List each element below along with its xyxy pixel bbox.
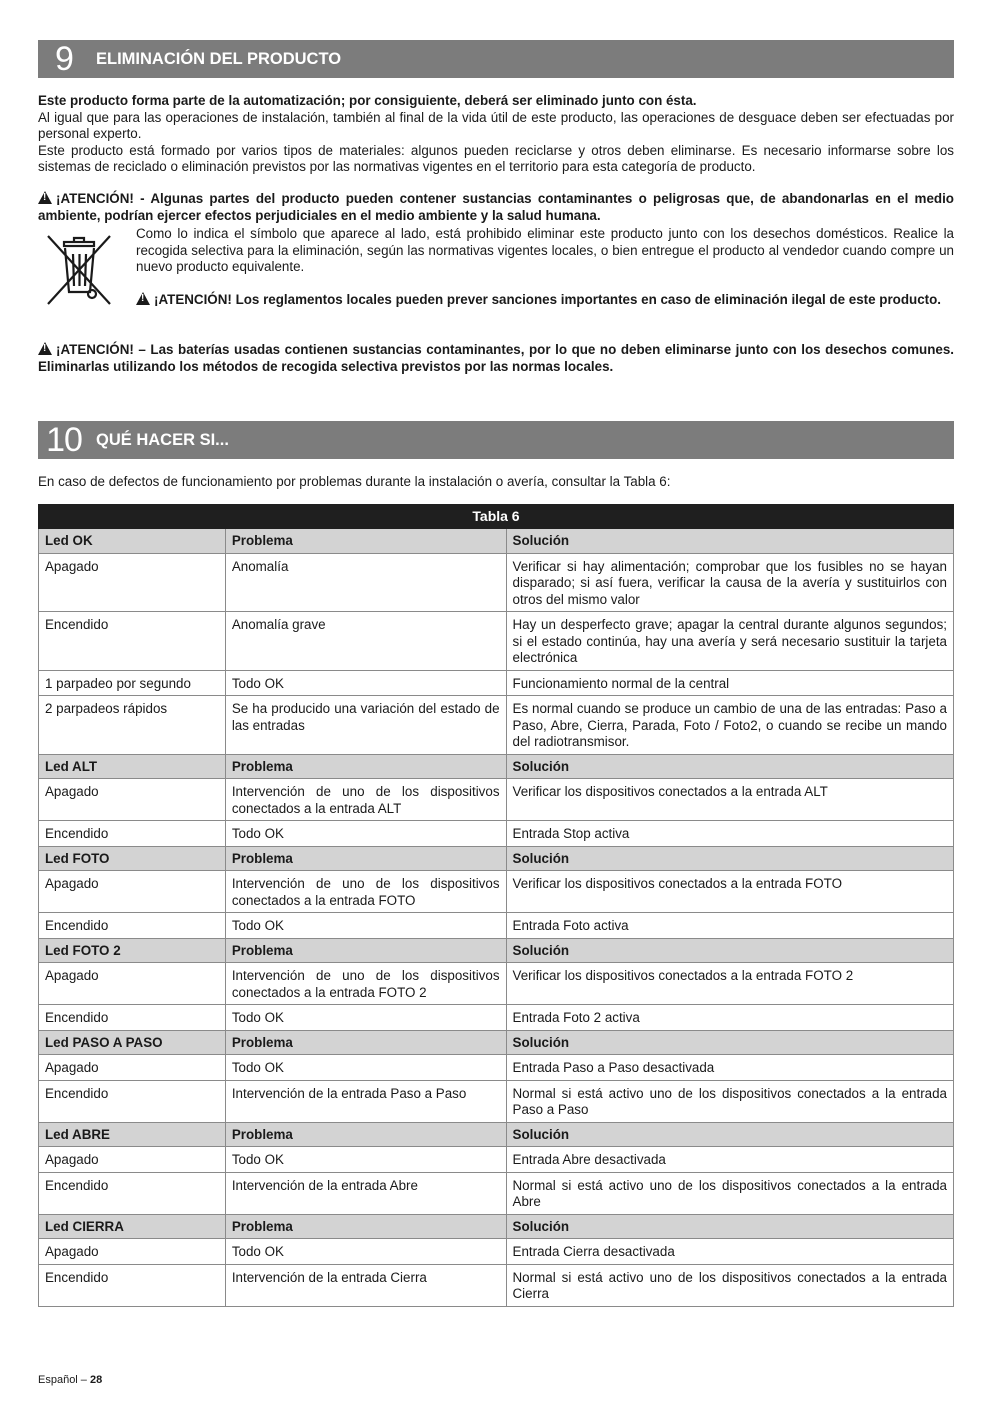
led-state: Apagado — [39, 871, 226, 913]
problem-cell: Todo OK — [225, 1055, 506, 1081]
led-name: Led ABRE — [39, 1122, 226, 1147]
led-name: Led CIERRA — [39, 1214, 226, 1239]
table-row — [39, 821, 954, 847]
problem-cell: Todo OK — [225, 913, 506, 939]
table-row — [39, 1264, 954, 1306]
led-name: Led FOTO — [39, 846, 226, 871]
table-row — [39, 871, 954, 913]
intro-bold: Este producto forma parte de la automatización; por consiguiente, deberá ser eliminado junto con ésta. — [38, 93, 697, 108]
solution-header: Solución — [506, 938, 953, 963]
page-number: 28 — [89, 1374, 103, 1386]
problem-header: Problema — [225, 529, 506, 554]
warning-text: ¡ATENCIÓN! - Algunas partes del producto pueden contener sustancias contaminantes o peligrosas que, de abandonarlas en el medio ambiente, podrían ejercer efectos perjudiciales en el medio ambiente y la salud humana. — [38, 191, 954, 223]
table-group-header — [39, 846, 954, 871]
bin-instructions: Como lo indica el símbolo que aparece al lado, está prohibido eliminar este producto junto con los desechos domésticos. Realice la recogida selectiva para la eliminación, según las normativas vigentes locales, o bien entregue el producto al vendedor cuando compre un nuevo producto equivalente. — [136, 226, 954, 274]
solution-cell: Verificar si hay alimentación; comprobar que los fusibles no se hayan disparado; si así fuera, verificar la causa de la avería y sustituirlos con otros del mismo valor — [506, 553, 953, 612]
led-state: Apagado — [39, 553, 226, 612]
section-10-header — [38, 421, 954, 459]
solution-cell: Verificar los dispositivos conectados a la entrada ALT — [506, 779, 953, 821]
problem-header: Problema — [225, 846, 506, 871]
table-group-header — [39, 1122, 954, 1147]
solution-cell: Entrada Foto activa — [506, 913, 953, 939]
led-state: Encendido — [39, 1005, 226, 1031]
table-row — [39, 612, 954, 671]
warning-batteries — [38, 342, 954, 375]
led-state: 1 parpadeo por segundo — [39, 670, 226, 696]
problem-cell: Intervención de la entrada Abre — [225, 1172, 506, 1214]
solution-cell: Verificar los dispositivos conectados a la entrada FOTO — [506, 871, 953, 913]
table-group-header — [39, 1030, 954, 1055]
troubleshooting-table — [38, 504, 954, 1307]
problem-header: Problema — [225, 1030, 506, 1055]
led-state: Apagado — [39, 1055, 226, 1081]
problem-header: Problema — [225, 938, 506, 963]
table-group-header — [39, 938, 954, 963]
section-number: 10 — [46, 421, 82, 459]
solution-cell: Verificar los dispositivos conectados a la entrada FOTO 2 — [506, 963, 953, 1005]
led-state: Apagado — [39, 963, 226, 1005]
problem-cell: Todo OK — [225, 1005, 506, 1031]
table-row — [39, 779, 954, 821]
solution-header: Solución — [506, 529, 953, 554]
solution-cell: Normal si está activo uno de los dispositivos conectados a la entrada Cierra — [506, 1264, 953, 1306]
led-state: Apagado — [39, 1147, 226, 1173]
problem-header: Problema — [225, 1214, 506, 1239]
table-row — [39, 1005, 954, 1031]
solution-cell: Hay un desperfecto grave; apagar la central durante algunos segundos; si el estado continúa, hay una avería y será necesario sustituir la tarjeta electrónica — [506, 612, 953, 671]
table-row — [39, 553, 954, 612]
solution-header: Solución — [506, 754, 953, 779]
paragraph: Este producto está formado por varios tipos de materiales: algunos pueden reciclarse y otros deben eliminarse. Es necesario informarse sobre los sistemas de reciclado o eliminación previstos por las normativas vigentes en el territorio para esta categoría de producto. — [38, 142, 954, 174]
solution-cell: Funcionamiento normal de la central — [506, 670, 953, 696]
section-9-header — [38, 40, 954, 78]
led-state: Encendido — [39, 821, 226, 847]
led-state: Apagado — [39, 1239, 226, 1265]
problem-header: Problema — [225, 754, 506, 779]
problem-cell: Todo OK — [225, 1239, 506, 1265]
warning-text: ¡ATENCIÓN! Los reglamentos locales pueden prever sanciones importantes en caso de eliminación ilegal de este producto. — [154, 292, 942, 307]
section-10-intro: En caso de defectos de funcionamiento por problemas durante la instalación o avería, consultar la Tabla 6: — [38, 474, 671, 489]
solution-cell: Entrada Foto 2 activa — [506, 1005, 953, 1031]
warning-contaminants — [38, 191, 954, 224]
problem-cell: Se ha producido una variación del estado de las entradas — [225, 696, 506, 755]
warning-sanctions — [136, 292, 954, 309]
table-row — [39, 1172, 954, 1214]
solution-cell: Entrada Cierra desactivada — [506, 1239, 953, 1265]
problem-cell: Todo OK — [225, 821, 506, 847]
section-title: ELIMINACIÓN DEL PRODUCTO — [96, 49, 342, 68]
led-state: Encendido — [39, 612, 226, 671]
solution-header: Solución — [506, 846, 953, 871]
solution-cell: Entrada Abre desactivada — [506, 1147, 953, 1173]
solution-cell: Es normal cuando se produce un cambio de una de las entradas: Paso a Paso, Abre, Cierra, Parada, Foto / Foto2, o cuando se recibe un mando del radiotransmisor. — [506, 696, 953, 755]
problem-cell: Intervención de uno de los dispositivos conectados a la entrada FOTO 2 — [225, 963, 506, 1005]
problem-cell: Intervención de la entrada Paso a Paso — [225, 1080, 506, 1122]
led-state: Encendido — [39, 913, 226, 939]
led-state: Encendido — [39, 1264, 226, 1306]
warning-text: ¡ATENCIÓN! – Las baterías usadas contienen sustancias contaminantes, por lo que no deben eliminarse junto con los desechos comunes. Eliminarlas utilizando los métodos de recogida selectiva previstos por las normas locales. — [38, 342, 954, 374]
solution-cell: Normal si está activo uno de los dispositivos conectados a la entrada Paso a Paso — [506, 1080, 953, 1122]
solution-cell: Entrada Stop activa — [506, 821, 953, 847]
problem-cell: Anomalía — [225, 553, 506, 612]
table-group-header — [39, 1214, 954, 1239]
led-name: Led FOTO 2 — [39, 938, 226, 963]
led-name: Led PASO A PASO — [39, 1030, 226, 1055]
page-footer — [38, 1372, 102, 1389]
table-row — [39, 1080, 954, 1122]
led-state: Apagado — [39, 779, 226, 821]
solution-header: Solución — [506, 1214, 953, 1239]
problem-cell: Intervención de uno de los dispositivos conectados a la entrada ALT — [225, 779, 506, 821]
crossed-out-wheelie-bin-icon — [42, 232, 118, 308]
table-row — [39, 913, 954, 939]
led-state: 2 parpadeos rápidos — [39, 696, 226, 755]
problem-header: Problema — [225, 1122, 506, 1147]
warning-triangle-icon — [38, 342, 52, 355]
problem-cell: Anomalía grave — [225, 612, 506, 671]
table-group-header — [39, 754, 954, 779]
solution-header: Solución — [506, 1122, 953, 1147]
problem-cell: Intervención de la entrada Cierra — [225, 1264, 506, 1306]
table-row — [39, 1239, 954, 1265]
problem-cell: Todo OK — [225, 670, 506, 696]
table-row — [39, 1147, 954, 1173]
table-group-header — [39, 529, 954, 554]
warning-triangle-icon — [38, 191, 52, 204]
table-row — [39, 670, 954, 696]
solution-cell: Entrada Paso a Paso desactivada — [506, 1055, 953, 1081]
section-title: QUÉ HACER SI... — [96, 430, 229, 449]
table-body — [39, 529, 954, 1307]
warning-triangle-icon — [136, 292, 150, 305]
led-state: Encendido — [39, 1080, 226, 1122]
paragraph: Al igual que para las operaciones de instalación, también al final de la vida útil de este producto, las operaciones de desguace deben ser efectuadas por personal experto. — [38, 109, 954, 141]
solution-header: Solución — [506, 1030, 953, 1055]
table-row — [39, 696, 954, 755]
led-state: Encendido — [39, 1172, 226, 1214]
table-row — [39, 963, 954, 1005]
table-row — [39, 1055, 954, 1081]
solution-cell: Normal si está activo uno de los dispositivos conectados a la entrada Abre — [506, 1172, 953, 1214]
problem-cell: Intervención de uno de los dispositivos conectados a la entrada FOTO — [225, 871, 506, 913]
section-number: 9 — [55, 40, 73, 78]
led-name: Led OK — [39, 529, 226, 554]
section-9-body — [38, 93, 954, 176]
table-caption: Tabla 6 — [39, 505, 954, 529]
footer-language: Español – — [38, 1374, 90, 1386]
problem-cell: Todo OK — [225, 1147, 506, 1173]
led-name: Led ALT — [39, 754, 226, 779]
